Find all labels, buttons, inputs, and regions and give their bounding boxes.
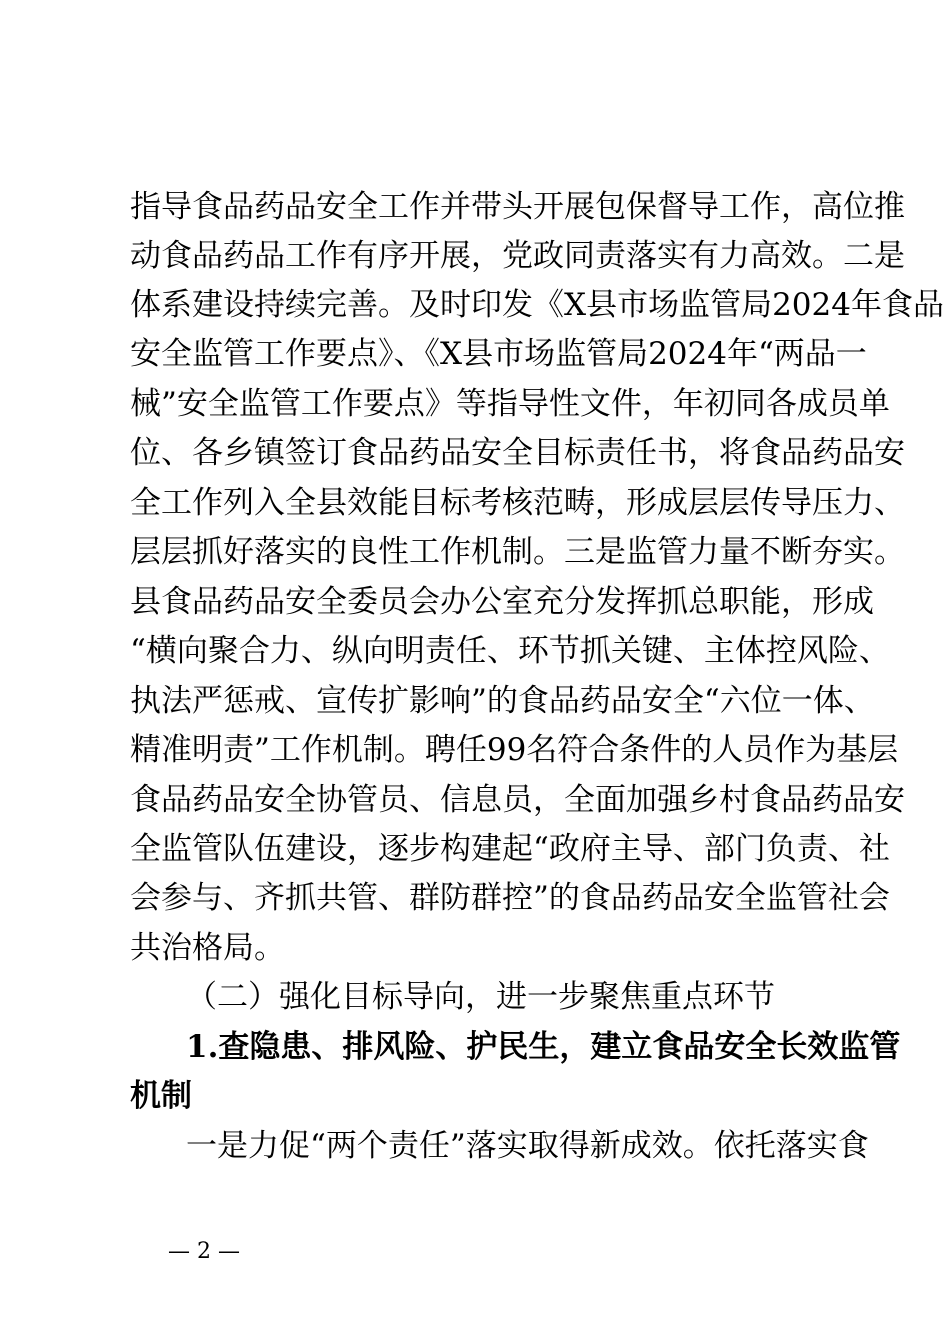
body-text-line: 执法严惩戒、宣传扩影响”的食品药品安全“六位一体、 xyxy=(130,683,875,719)
body-text-line: 全工作列入全县效能目标考核范畴，形成层层传导压力、 xyxy=(130,485,905,521)
subsection-heading-continued: 机制 xyxy=(130,1078,192,1114)
body-text-line: 械”安全监管工作要点》等指导性文件，年初同各成员单 xyxy=(130,386,890,422)
body-text-line: 安全监管工作要点》、《X县市场监管局2024年“两品一 xyxy=(130,336,867,372)
body-text-line: 县食品药品安全委员会办公室充分发挥抓总职能，形成 xyxy=(130,584,874,620)
section-heading: （二）强化目标导向，进一步聚焦重点环节 xyxy=(186,979,775,1015)
body-text-line: 全监管队伍建设，逐步构建起“政府主导、部门负责、社 xyxy=(130,831,890,867)
body-text-line: 会参与、齐抓共管、群防群控”的食品药品安全监管社会 xyxy=(130,880,890,916)
subsection-heading: 1.查隐患、排风险、护民生，建立食品安全长效监管 xyxy=(186,1029,901,1065)
body-text-line: 位、各乡镇签订食品药品安全目标责任书，将食品药品安 xyxy=(130,435,905,471)
body-text-line: 食品药品安全协管员、信息员，全面加强乡村食品药品安 xyxy=(130,782,905,818)
body-text-line: 层层抓好落实的良性工作机制。三是监管力量不断夯实。 xyxy=(130,534,905,570)
body-text-line: 体系建设持续完善。及时印发《X县市场监管局2024年食品 xyxy=(130,287,944,323)
body-text-line: “横向聚合力、纵向明责任、环节抓关键、主体控风险、 xyxy=(130,633,890,669)
body-text-line: 一是力促“两个责任”落实取得新成效。依托落实食 xyxy=(186,1128,869,1164)
body-text-line: 指导食品药品安全工作并带头开展包保督导工作，高位推 xyxy=(130,189,905,225)
body-text-line: 共治格局。 xyxy=(130,930,285,966)
body-text-line: 动食品药品工作有序开展，党政同责落实有力高效。二是 xyxy=(130,238,905,274)
body-text-line: 精准明责”工作机制。聘任99名符合条件的人员作为基层 xyxy=(130,732,899,768)
page-number: — 2 — xyxy=(168,1239,240,1264)
